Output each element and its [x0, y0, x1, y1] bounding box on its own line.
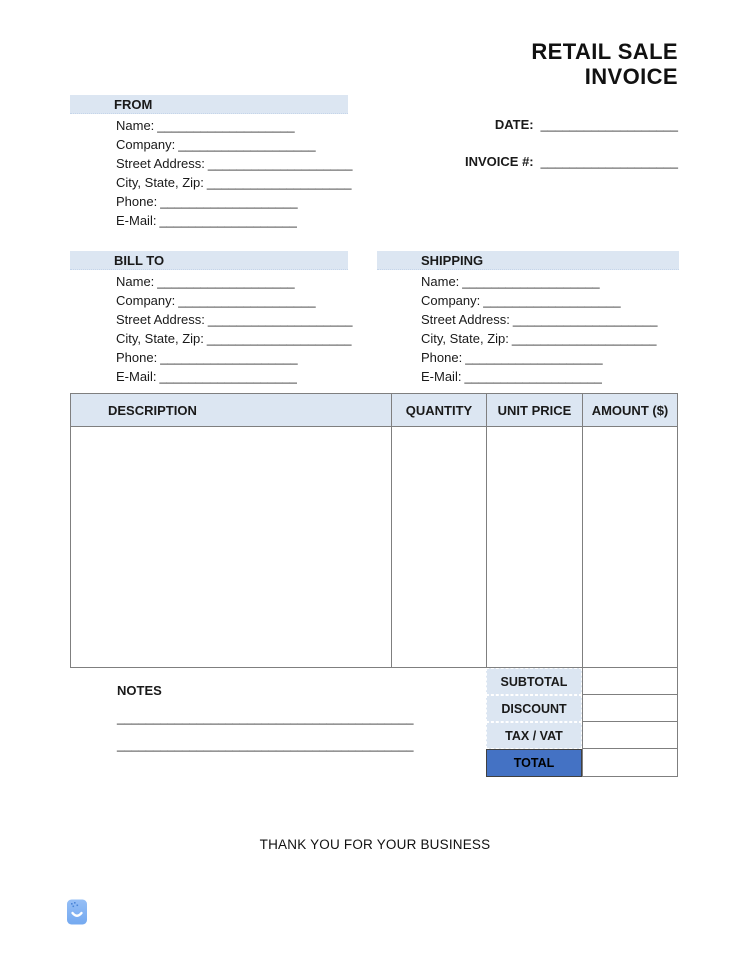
field-label: Company:	[116, 293, 176, 308]
bill-to-phone-row	[116, 348, 353, 367]
field-label: Company:	[421, 293, 481, 308]
date-label: DATE:	[494, 117, 534, 132]
from-company-row	[116, 135, 353, 154]
date-blank-line[interactable]: ___________________	[540, 117, 678, 132]
subtotal-label: SUBTOTAL	[486, 668, 582, 695]
total-row	[486, 749, 678, 777]
field-label: Name:	[116, 274, 155, 289]
field-blank-line[interactable]: ___________________	[178, 137, 316, 152]
field-blank-line[interactable]: ___________________	[462, 274, 600, 289]
field-blank-line[interactable]: ___________________	[465, 350, 603, 365]
thank-you-message: THANK YOU FOR YOUR BUSINESS	[259, 837, 491, 852]
from-street-row	[116, 154, 353, 173]
field-label: Name:	[116, 118, 155, 133]
quantity-column-header: QUANTITY	[391, 394, 486, 427]
notes-blank-line[interactable]: _________________________________________	[117, 710, 414, 725]
field-blank-line[interactable]: ___________________	[160, 350, 298, 365]
discount-label: DISCOUNT	[486, 695, 582, 722]
field-blank-line[interactable]: ___________________	[178, 293, 316, 308]
field-blank-line[interactable]: ____________________	[207, 312, 353, 327]
field-blank-line[interactable]: ____________________	[207, 156, 353, 171]
shipping-section-header	[377, 251, 679, 270]
from-city-row	[116, 173, 353, 192]
field-blank-line[interactable]: ___________________	[157, 118, 295, 133]
from-fields	[116, 116, 353, 230]
field-blank-line[interactable]: ___________________	[160, 194, 298, 209]
invoice-number-row	[465, 152, 678, 171]
field-label: Phone:	[116, 350, 158, 365]
bill-to-fields	[116, 272, 353, 386]
from-phone-row	[116, 192, 353, 211]
field-label: City, State, Zip:	[116, 331, 204, 346]
subtotal-row	[486, 668, 678, 695]
bill-to-section-header	[70, 251, 348, 270]
amount-column-header: AMOUNT ($)	[582, 394, 677, 427]
tax-vat-row	[486, 722, 678, 749]
subtotal-value-cell[interactable]	[582, 668, 678, 695]
bill-to-name-row	[116, 272, 353, 291]
items-table	[70, 393, 678, 668]
discount-value-cell[interactable]	[582, 695, 678, 722]
from-name-row	[116, 116, 353, 135]
field-label: Street Address:	[116, 156, 205, 171]
field-label: E-Mail:	[421, 369, 462, 384]
bill-to-header-label: BILL TO	[114, 253, 165, 268]
field-blank-line[interactable]: ___________________	[483, 293, 621, 308]
field-blank-line[interactable]: ____________________	[512, 312, 658, 327]
bill-to-city-row	[116, 329, 353, 348]
field-blank-line[interactable]: ___________________	[157, 274, 295, 289]
tax-vat-value-cell[interactable]	[582, 722, 678, 749]
field-label: City, State, Zip:	[116, 175, 204, 190]
date-row	[495, 115, 678, 134]
amount-cell[interactable]	[582, 427, 677, 667]
field-blank-line[interactable]: ____________________	[511, 331, 657, 346]
field-label: Company:	[116, 137, 176, 152]
field-label: E-Mail:	[116, 369, 157, 384]
bill-to-email-row	[116, 367, 353, 386]
shipping-phone-row	[421, 348, 658, 367]
field-label: E-Mail:	[116, 213, 157, 228]
field-label: Phone:	[116, 194, 158, 209]
notes-blank-line[interactable]: _________________________________________	[117, 737, 414, 752]
unit-price-column-header: UNIT PRICE	[486, 394, 582, 427]
page-title	[531, 39, 678, 89]
field-label: Street Address:	[116, 312, 205, 327]
shipping-city-row	[421, 329, 658, 348]
field-label: Phone:	[421, 350, 463, 365]
total-label: TOTAL	[486, 749, 582, 777]
title-line-2: INVOICE	[584, 64, 678, 89]
total-value-cell[interactable]	[582, 749, 678, 777]
field-label: Street Address:	[421, 312, 510, 327]
bill-to-company-row	[116, 291, 353, 310]
notes-header: NOTES	[117, 683, 162, 698]
field-blank-line[interactable]: ___________________	[464, 369, 602, 384]
tax-vat-label: TAX / VAT	[486, 722, 582, 749]
discount-row	[486, 695, 678, 722]
unit-price-cell[interactable]	[486, 427, 582, 667]
field-blank-line[interactable]: ____________________	[206, 331, 352, 346]
invoice-number-blank-line[interactable]: ___________________	[540, 154, 678, 169]
shipping-header-label: SHIPPING	[421, 253, 484, 268]
quantity-cell[interactable]	[391, 427, 486, 667]
shipping-street-row	[421, 310, 658, 329]
field-blank-line[interactable]: ___________________	[159, 213, 297, 228]
totals-block	[486, 668, 678, 777]
description-column-header: DESCRIPTION	[71, 394, 391, 427]
field-label: City, State, Zip:	[421, 331, 509, 346]
field-blank-line[interactable]: ____________________	[206, 175, 352, 190]
shipping-name-row	[421, 272, 658, 291]
items-table-body	[71, 427, 677, 667]
document-smile-logo-icon	[66, 898, 88, 926]
field-blank-line[interactable]: ___________________	[159, 369, 297, 384]
shipping-company-row	[421, 291, 658, 310]
description-cell[interactable]	[71, 427, 391, 667]
invoice-number-label: INVOICE #:	[465, 154, 534, 169]
from-email-row	[116, 211, 353, 230]
field-label: Name:	[421, 274, 460, 289]
items-table-header	[71, 394, 677, 427]
from-section-header	[70, 95, 348, 114]
shipping-fields	[421, 272, 658, 386]
bill-to-street-row	[116, 310, 353, 329]
shipping-email-row	[421, 367, 658, 386]
from-header-label: FROM	[114, 97, 153, 112]
title-line-1: RETAIL SALE	[531, 39, 678, 64]
